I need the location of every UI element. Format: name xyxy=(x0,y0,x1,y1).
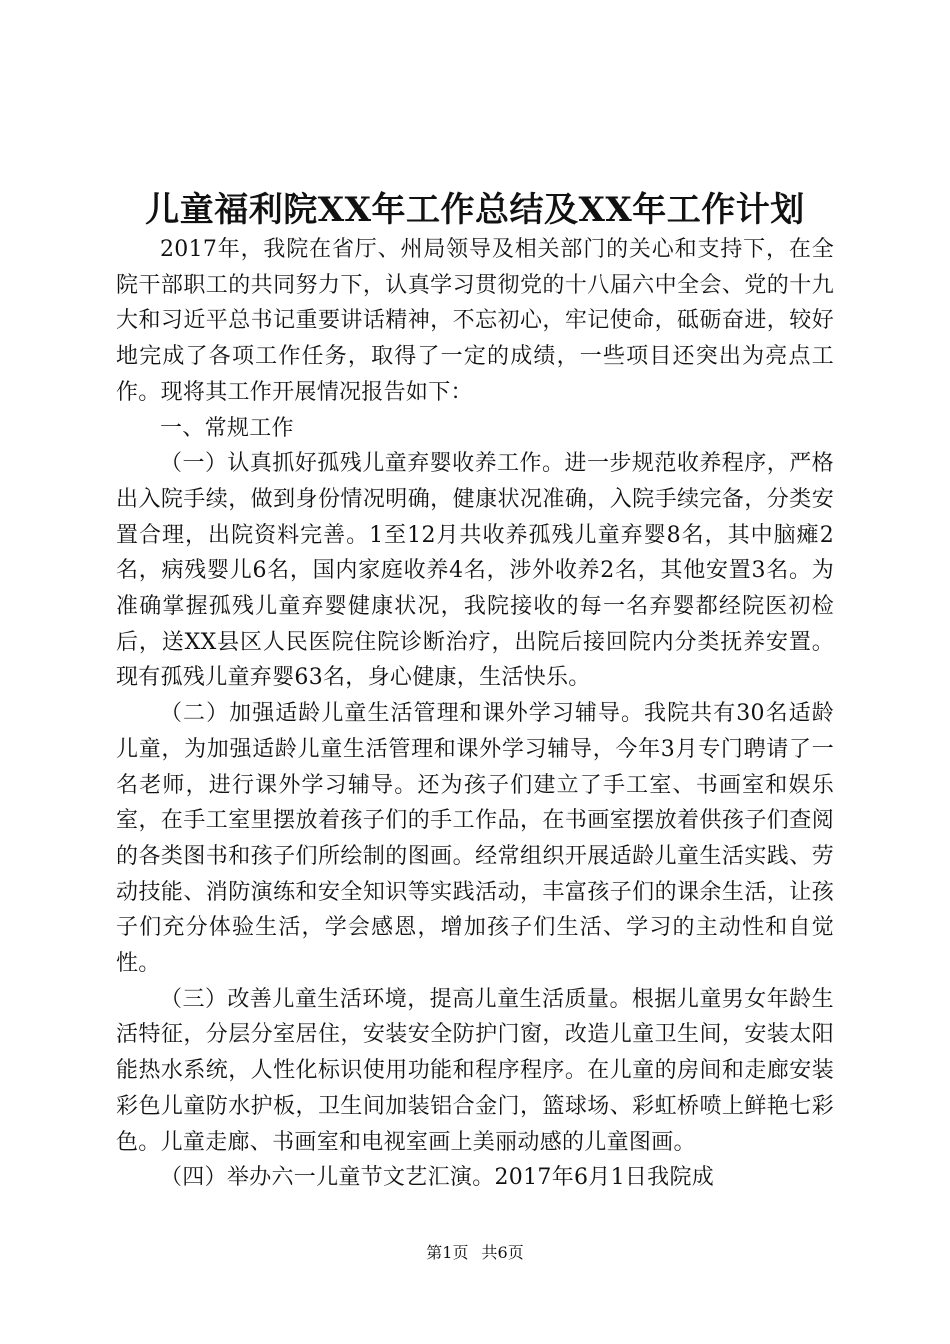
paragraph-item-1: （一）认真抓好孤残儿童弃婴收养工作。进一步规范收养程序，严格出入院手续，做到身份情况明确，健康状况准确，入院手续完备，分类安置合理，出院资料完善。1至12月共收养孤残儿童弃婴8名，其中脑瘫2名，病残婴儿6名，国内家庭收养4名，涉外收养2名，其他安置3名。为准确掌握孤残儿童弃婴健康状况，我院接收的每一名弃婴都经院医初检后，送XX县区人民医院住院诊断治疗，出院后接回院内分类抚养安置。现有孤残儿童弃婴63名，身心健康，生活快乐。 xyxy=(116,451,834,691)
document-body xyxy=(116,232,834,1196)
intro-paragraph: 2017年，我院在省厅、州局领导及相关部门的关心和支持下，在全院干部职工的共同努力下，认真学习贯彻党的十八届六中全会、党的十九大和习近平总书记重要讲话精神，不忘初心，牢记使命，砥砺奋进，较好地完成了各项工作任务，取得了一定的成绩，一些项目还突出为亮点工作。现将其工作开展情况报告如下： xyxy=(116,237,834,405)
paragraph-item-3: （三）改善儿童生活环境，提高儿童生活质量。根据儿童男女年龄生活特征，分层分室居住，安装安全防护门窗，改造儿童卫生间，安装太阳能热水系统，人性化标识使用功能和程序程序。在儿童的房间和走廊安装彩色儿童防水护板，卫生间加装铝合金门，篮球场、彩虹桥喷上鲜艳七彩色。儿童走廊、书画室和电视室画上美丽动感的儿童图画。 xyxy=(116,986,834,1155)
page-total: 共6页 xyxy=(481,1243,524,1262)
document-title: 儿童福利院XX年工作总结及XX年工作计划 xyxy=(145,190,805,230)
section-heading-routine-work: 一、常规工作 xyxy=(160,415,294,441)
paragraph-item-4: （四）举办六一儿童节文艺汇演。2017年6月1日我院成 xyxy=(160,1165,715,1191)
paragraph-item-2: （二）加强适龄儿童生活管理和课外学习辅导。我院共有30名适龄儿童，为加强适龄儿童生活管理和课外学习辅导，今年3月专门聘请了一名老师，进行课外学习辅导。还为孩子们建立了手工室、书画室和娱乐室，在手工室里摆放着孩子们的手工作品，在书画室摆放着供孩子们查阅的各类图书和孩子们所绘制的图画。经常组织开展适龄儿童生活实践、劳动技能、消防演练和安全知识等实践活动，丰富孩子们的课余生活，让孩子们充分体验生活，学会感恩，增加孩子们生活、学习的主动性和自觉性。 xyxy=(116,701,834,977)
page-footer xyxy=(0,1243,950,1263)
page-number: 第1页 xyxy=(426,1243,469,1262)
